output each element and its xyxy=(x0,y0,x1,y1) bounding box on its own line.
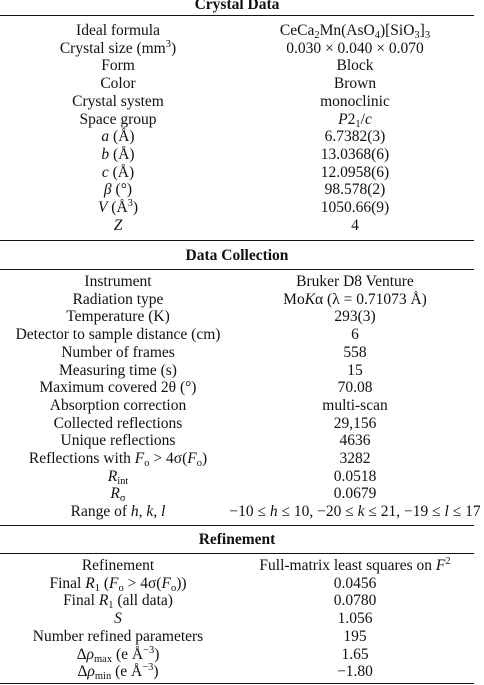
row-label: Form xyxy=(101,57,135,75)
table-row-temperature xyxy=(0,308,474,326)
divider xyxy=(0,525,474,526)
row-value: Bruker D8 Venture xyxy=(296,273,414,290)
row-label: Color xyxy=(100,75,136,93)
c-label: c (Å) xyxy=(101,163,135,181)
row-label: Radiation type xyxy=(72,290,164,308)
table-row-ideal-formula xyxy=(0,22,474,40)
table-row-measuring-time xyxy=(0,362,474,380)
table-row-final-r1-all xyxy=(0,592,474,610)
row-label: Maximum covered 2θ (°) xyxy=(39,379,197,397)
drho-max-label: $\Delta\rho_{max}$ (e $Å^{-3}$) xyxy=(76,644,160,665)
table-row-crystal-system xyxy=(0,93,474,111)
row-value: 98.578(2) xyxy=(324,181,386,199)
row-value: Brown xyxy=(333,75,377,93)
reflections-fo-label: Reflections with $F_o > 4\sigma(F_o)$ xyxy=(28,450,208,469)
row-value: multi-scan xyxy=(322,396,388,414)
table-row-crystal-size xyxy=(0,40,474,58)
row-label: Ideal formula xyxy=(76,22,160,39)
row-label: Number of frames xyxy=(61,343,175,361)
table-row-radiation-type xyxy=(0,291,474,309)
row-value: monoclinic xyxy=(320,92,390,110)
z-label: Z xyxy=(113,216,123,234)
table-row-max-2theta xyxy=(0,379,474,397)
table-row-number-of-frames xyxy=(0,344,474,362)
row-value: 4 xyxy=(351,216,359,234)
beta-label: β (°) xyxy=(103,181,133,199)
row-label: Absorption correction xyxy=(49,396,187,414)
table-row-s xyxy=(0,610,474,628)
space-group-value: $P2_1/c$ xyxy=(338,110,372,130)
table-row-drho-max xyxy=(0,646,474,664)
table-row-z xyxy=(0,217,474,235)
refinement-value: Full-matrix least squares on $F^2$ xyxy=(259,556,451,574)
row-value: 293(3) xyxy=(334,308,376,326)
table-row-final-r1-fo xyxy=(0,575,474,593)
row-label: Measuring time (s) xyxy=(59,361,177,379)
section-title-refinement: Refinement xyxy=(198,531,276,548)
final-r1-all-label: Final $R_1$ (all data) xyxy=(63,592,173,612)
table-row-a xyxy=(0,128,474,146)
table-row-color xyxy=(0,75,474,93)
row-label: Collected reflections xyxy=(53,414,183,432)
row-value: 6.7382(3) xyxy=(324,128,386,146)
row-label: Detector to sample distance (cm) xyxy=(15,326,221,344)
row-label: Temperature (K) xyxy=(66,308,170,326)
row-label: Crystal system xyxy=(72,92,164,110)
row-value: 6 xyxy=(351,326,359,344)
table-row-r-int xyxy=(0,468,474,486)
range-hkl-label: Range of h, k, l xyxy=(70,503,166,521)
row-value: 4636 xyxy=(339,432,371,450)
table-row-absorption-correction xyxy=(0,397,474,415)
row-value: 1.65 xyxy=(341,645,369,663)
row-label: Refinement xyxy=(81,557,155,574)
row-value: 1050.66(9) xyxy=(320,199,390,216)
drho-min-label: $\Delta\rho_{min}$ (e $Å^{-3}$) xyxy=(77,662,159,683)
row-value: 70.08 xyxy=(337,379,373,397)
table-row-refinement xyxy=(0,557,474,575)
table-row-unique-reflections xyxy=(0,432,474,450)
divider xyxy=(0,15,474,16)
row-value: 0.0780 xyxy=(333,592,377,610)
table-row-beta xyxy=(0,181,474,199)
table-row-b xyxy=(0,146,474,164)
table-row-volume xyxy=(0,199,474,217)
row-label: Instrument xyxy=(84,273,152,290)
row-value: −1.80 xyxy=(337,663,373,681)
volume-label: V $(Å^3)$ xyxy=(97,198,139,216)
divider xyxy=(0,269,474,270)
row-value: 558 xyxy=(343,343,367,361)
crystal-size-label: Crystal size $(mm^3)$ xyxy=(59,38,177,57)
table-row-refined-parameters xyxy=(0,628,474,646)
row-value: 15 xyxy=(347,361,363,379)
divider xyxy=(0,240,474,241)
table-row-c xyxy=(0,164,474,182)
row-value: Block xyxy=(336,57,374,75)
row-label: Space group xyxy=(79,110,157,128)
row-label: Number refined parameters xyxy=(32,627,204,645)
row-value: 0.0518 xyxy=(333,467,377,485)
table-row-drho-min xyxy=(0,663,474,681)
row-value: 195 xyxy=(343,627,367,645)
divider xyxy=(0,553,474,554)
r-sigma-label: $R_\sigma$ xyxy=(110,485,126,505)
table-row-collected-reflections xyxy=(0,415,474,433)
radiation-type-value: MoKα (λ = 0.71073 Å) xyxy=(283,290,427,308)
range-hkl-value: −10 ≤ h ≤ 10, −20 ≤ k ≤ 21, −19 ≤ l ≤ 17 xyxy=(229,503,481,521)
final-r1-fo-label: Final $R_1$ $(F_o > 4\sigma(F_o))$ xyxy=(49,574,187,594)
table-row-range-hkl xyxy=(0,503,481,521)
row-value: 0.0456 xyxy=(333,574,377,592)
table-row-detector-distance xyxy=(0,326,474,344)
row-value: 0.030 × 0.040 × 0.070 xyxy=(286,39,424,57)
row-value: 29,156 xyxy=(333,414,377,432)
r-int-label: $R_{int}$ xyxy=(107,467,129,487)
a-label: a (Å) xyxy=(101,128,135,146)
row-value: 3282 xyxy=(339,450,371,467)
row-value: 12.0958(6) xyxy=(320,163,390,181)
row-value: 0.0679 xyxy=(333,485,377,503)
s-label: S xyxy=(114,610,122,628)
row-label: Unique reflections xyxy=(60,432,176,450)
table-row-r-sigma xyxy=(0,485,474,503)
row-value: 13.0368(6) xyxy=(320,145,390,163)
table-row-instrument xyxy=(0,273,474,291)
b-label: b (Å) xyxy=(101,145,135,163)
section-title-crystal-data: Crystal Data xyxy=(194,0,280,13)
ideal-formula-value: $CeCa_2Mn(AsO_4)[SiO_3]_3$ xyxy=(279,22,431,41)
section-title-data-collection: Data Collection xyxy=(185,247,289,264)
table-row-form xyxy=(0,57,474,75)
divider xyxy=(0,683,474,684)
table-row-reflections-fo xyxy=(0,450,474,468)
row-value: 1.056 xyxy=(337,610,373,628)
table-row-space-group xyxy=(0,111,474,129)
